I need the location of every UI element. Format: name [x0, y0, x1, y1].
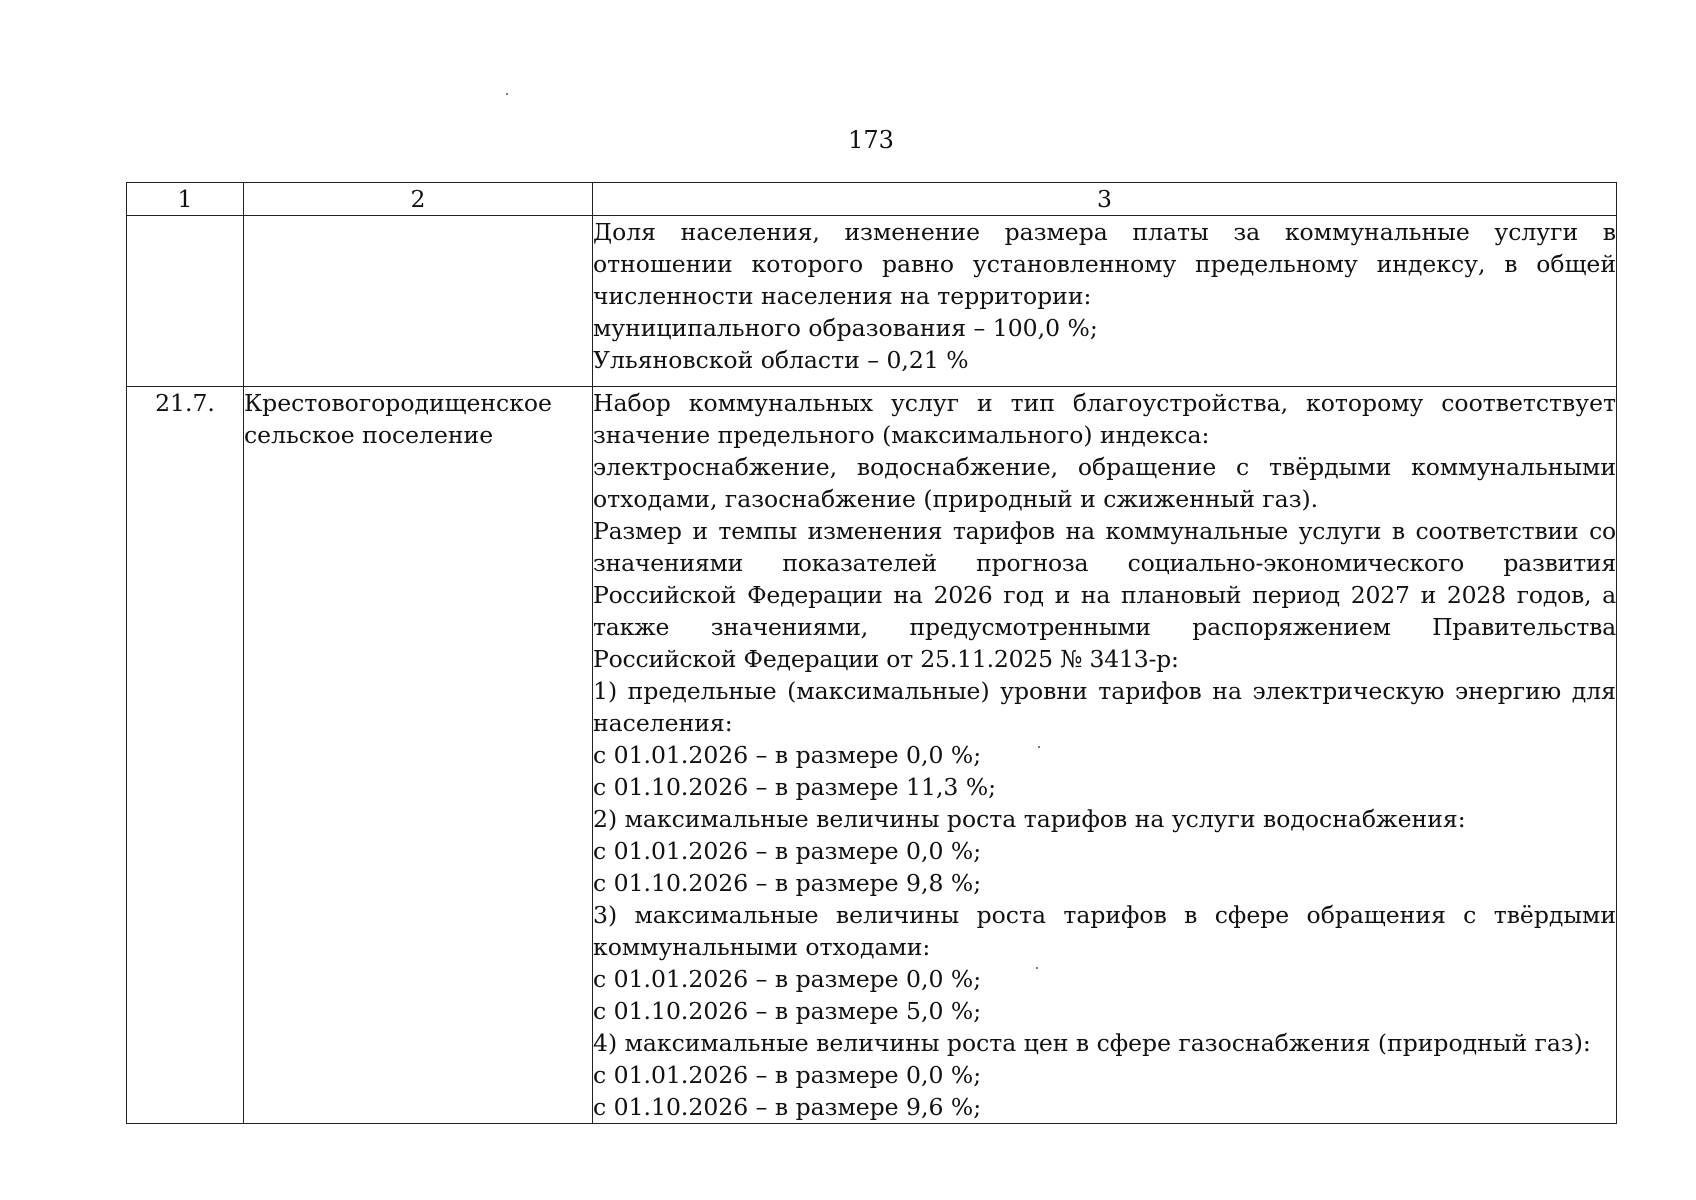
table-row	[127, 216, 1617, 387]
population-share-paragraph: Доля населения, изменение размера платы за коммунальные услуги в отношении которого равно установленному предельному индексу, в общей численности населения на территории:	[593, 218, 1616, 310]
municipality-name: Крестовогородищенское сельское поселение	[244, 387, 593, 1124]
tariff-basis-paragraph: Размер и темпы изменения тарифов на коммунальные услуги в соответствии со значениями показателей прогноза социально-экономического развития Российской Федерации на 2026 год и на плановый период 2027 и 2028 годов, а также значениями, предусмотренными распоряжением Правительства Российской Федерации от 25.11.2025 № 3413-р:	[593, 517, 1616, 673]
row-number	[127, 216, 244, 387]
item-title: 2) максимальные величины роста тарифов на услуги водоснабжения:	[593, 805, 1466, 833]
item-date-line: с 01.10.2026 – в размере 5,0 %;	[593, 997, 982, 1025]
column-header-2: 2	[244, 183, 593, 216]
column-header-3: 3	[593, 183, 1617, 216]
item-title: 4) максимальные величины роста цен в сфере газоснабжения (природный газ):	[593, 1029, 1591, 1057]
row-number: 21.7.	[127, 387, 244, 1124]
row-content	[593, 387, 1617, 1124]
column-header-1: 1	[127, 183, 244, 216]
row-content	[593, 216, 1617, 387]
item-date-line: с 01.01.2026 – в размере 0,0 %;	[593, 1061, 982, 1089]
scan-speck	[506, 93, 508, 95]
region-share-line: Ульяновской области – 0,21 %	[593, 346, 969, 374]
tariff-table	[126, 182, 1617, 1124]
item-date-line: с 01.10.2026 – в размере 11,3 %;	[593, 773, 997, 801]
item-date-line: с 01.01.2026 – в размере 0,0 %;	[593, 965, 982, 993]
services-set-paragraph: Набор коммунальных услуг и тип благоустройства, которому соответствует значение предельного (максимального) индекса:	[593, 389, 1616, 449]
services-list-paragraph: электроснабжение, водоснабжение, обращение с твёрдыми коммунальными отходами, газоснабжение (природный и сжиженный газ).	[593, 453, 1616, 513]
item-date-line: с 01.10.2026 – в размере 9,6 %;	[593, 1093, 982, 1121]
item-date-line: с 01.01.2026 – в размере 0,0 %;	[593, 741, 982, 769]
item-title: 1) предельные (максимальные) уровни тарифов на электрическую энергию для населения:	[593, 677, 1616, 737]
page-number: 173	[848, 126, 894, 154]
municipality-name	[244, 216, 593, 387]
table-row	[127, 387, 1617, 1124]
item-date-line: с 01.10.2026 – в размере 9,8 %;	[593, 869, 982, 897]
item-title: 3) максимальные величины роста тарифов в сфере обращения с твёрдыми коммунальными отходами:	[593, 901, 1616, 961]
table-header-row	[127, 183, 1617, 216]
item-date-line: с 01.01.2026 – в размере 0,0 %;	[593, 837, 982, 865]
municipal-share-line: муниципального образования – 100,0 %;	[593, 314, 1098, 342]
